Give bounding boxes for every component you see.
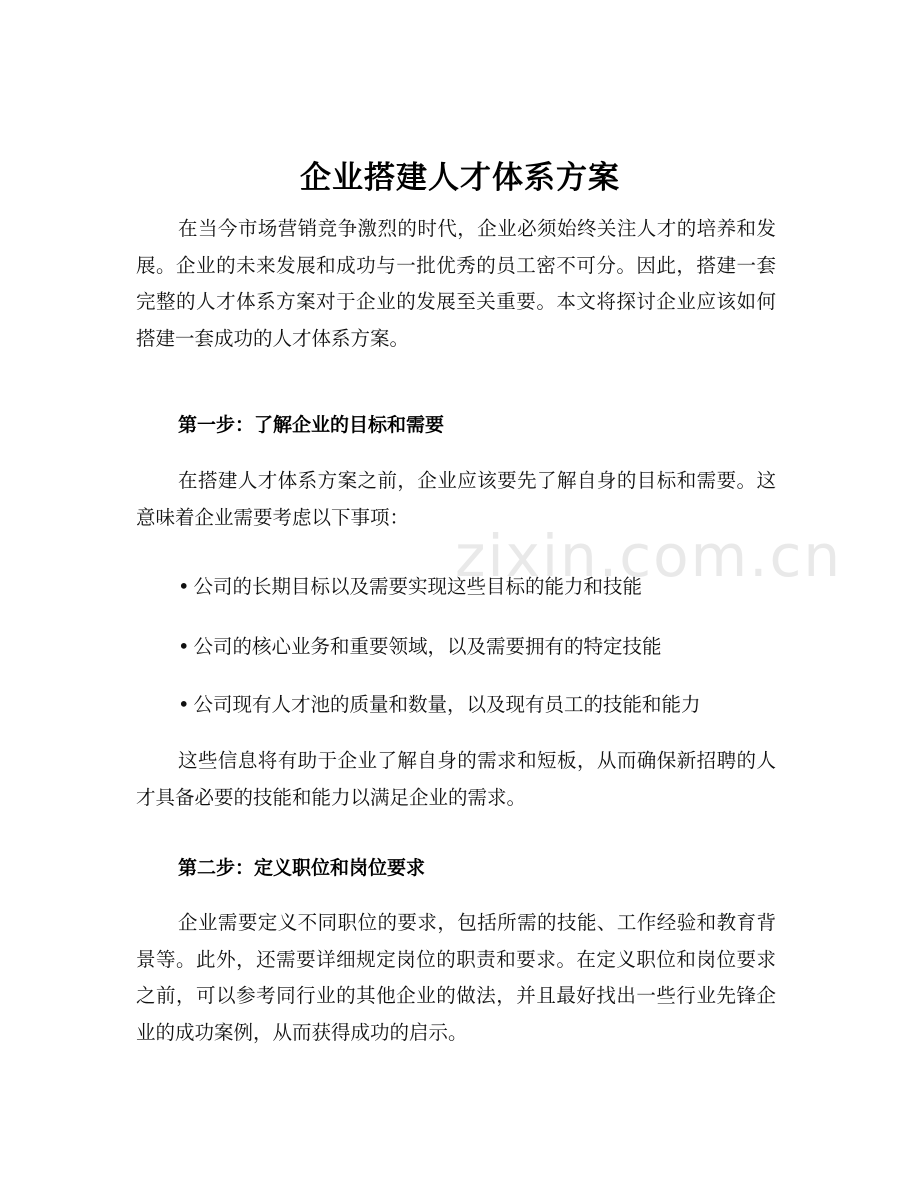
step1-paragraph: 在搭建人才体系方案之前，企业应该要先了解自身的目标和需要。这意味着企业需要考虑以下事项： — [136, 469, 776, 529]
bullet-marker: • — [178, 575, 190, 598]
step2-heading: 第二步：定义职位和岗位要求 — [178, 857, 426, 879]
bullet-item — [178, 689, 701, 717]
document-title: 企业搭建人才体系方案 — [300, 160, 620, 196]
bullet-text: 公司现有人才池的质量和数量，以及现有员工的技能和能力 — [193, 693, 701, 716]
bullet-item — [178, 571, 642, 599]
bullet-text: 公司的核心业务和重要领域，以及需要拥有的特定技能 — [193, 635, 662, 658]
step1-heading: 第一步：了解企业的目标和需要 — [178, 414, 445, 436]
bullet-text: 公司的长期目标以及需要实现这些目标的能力和技能 — [193, 575, 643, 598]
intro-paragraph: 在当今市场营销竞争激烈的时代，企业必须始终关注人才的培养和发展。企业的未来发展和成功与一批优秀的员工密不可分。因此，搭建一套完整的人才体系方案对于企业的发展至关重要。本文将探讨企业应该如何搭建一套成功的人才体系方案。 — [136, 217, 776, 350]
bullet-item — [178, 631, 662, 659]
step1-conclusion: 这些信息将有助于企业了解自身的需求和短板，从而确保新招聘的人才具备必要的技能和能力以满足企业的需求。 — [136, 749, 776, 809]
bullet-marker: • — [178, 693, 190, 716]
step2-paragraph: 企业需要定义不同职位的要求，包括所需的技能、工作经验和教育背景等。此外，还需要详细规定岗位的职责和要求。在定义职位和岗位要求之前，可以参考同行业的其他企业的做法，并且最好找出一些行业先锋企业的成功案例，从而获得成功的启示。 — [136, 911, 776, 1044]
watermark: zixin.com.cn — [455, 522, 843, 590]
bullet-marker: • — [178, 635, 190, 658]
